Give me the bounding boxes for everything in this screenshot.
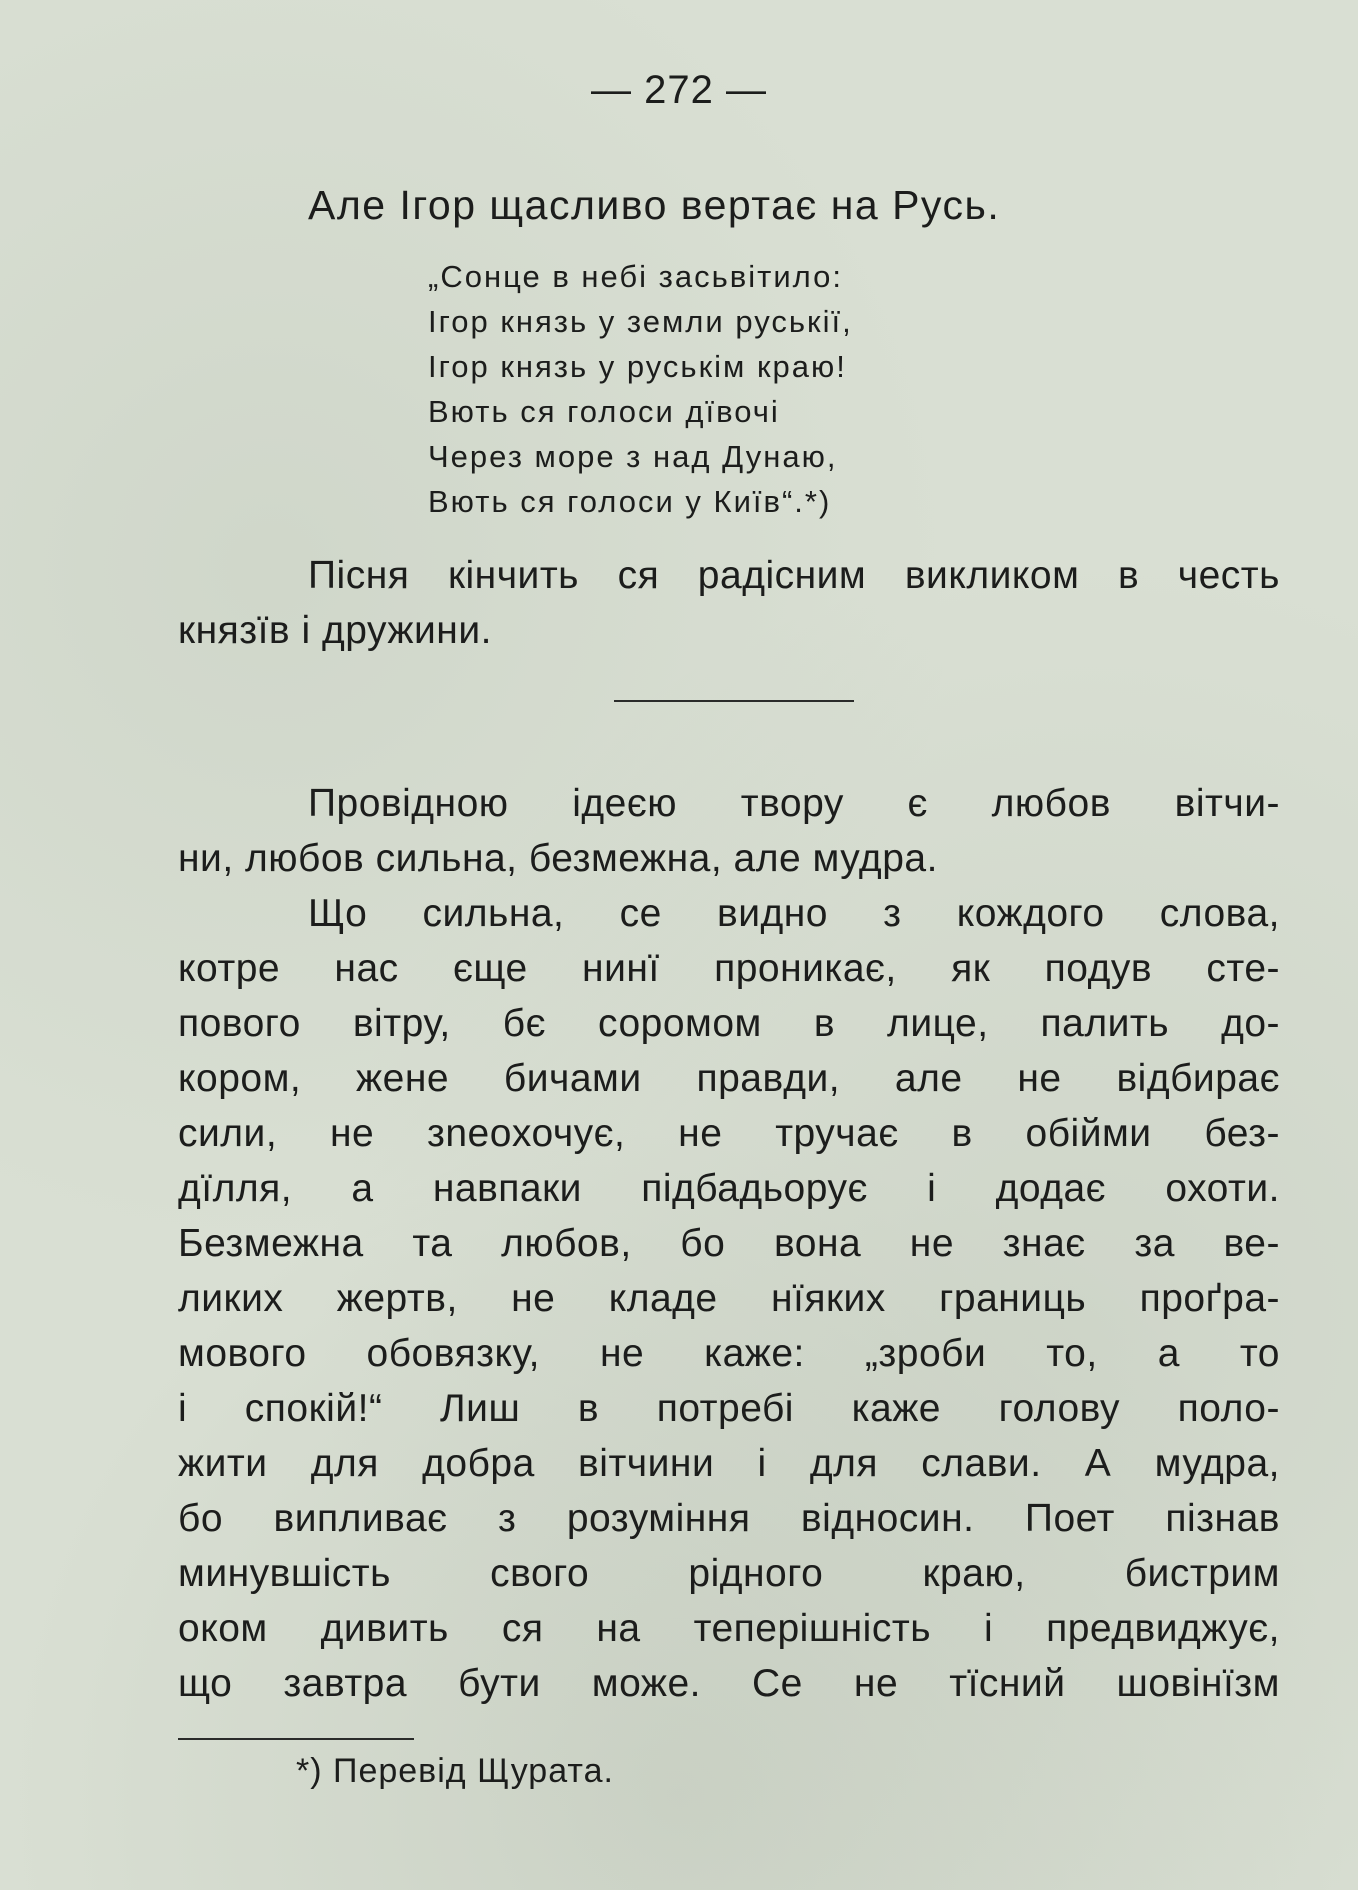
text-line: бо випливає з розуміння відносин. Поет пізнав: [178, 1497, 1280, 1540]
text-line: що завтра бути може. Се не тїсний шовінїзм: [178, 1662, 1280, 1705]
text-line: і спокій!“ Лиш в потребі каже голову поло-: [178, 1387, 1280, 1430]
paragraph-love-description: [178, 886, 1280, 1711]
footnote: *) Перевід Щурата.: [296, 1752, 614, 1790]
text-line: ни, любов сильна, безмежна, але мудра.: [178, 837, 938, 880]
verse-line: Вють ся голоси у Київ“.*): [428, 484, 832, 519]
page-number: — 272 —: [591, 68, 767, 112]
intro-sentence: Але Ігор щасливо вертає на Русь.: [308, 182, 1001, 228]
verse-line: Вють ся голоси дївочі: [428, 394, 780, 429]
text-line: князїв і дружини.: [178, 609, 492, 652]
text-line: жити для добра вітчини і для слави. А мудра,: [178, 1442, 1280, 1485]
text-line: оком дивить ся на теперішність і предвиджує,: [178, 1607, 1280, 1650]
text-line: Пісня кінчить ся радісним викликом в честь: [308, 554, 1280, 597]
verse-line: Через море з над Дунаю,: [428, 439, 838, 474]
verse-line: „Сонце в небі засьвітило:: [428, 259, 843, 294]
verse-block: [428, 254, 853, 524]
verse-line: Ігор князь у земли руськії,: [428, 304, 853, 339]
paragraph-main-idea: [178, 776, 1280, 886]
text-line: пового вітру, бє соромом в лице, палить до-: [178, 1002, 1280, 1045]
text-line: минувшість свого рідного краю, бистрим: [178, 1552, 1280, 1595]
verse-line: Ігор князь у руськім краю!: [428, 349, 847, 384]
text-line: Провідною ідеєю твору є любов вітчи-: [308, 782, 1280, 825]
text-line: Що сильна, се видно з кождого слова,: [308, 892, 1280, 935]
footnote-rule: [178, 1738, 414, 1740]
text-line: кором, жене бичами правди, але не відбирає: [178, 1057, 1280, 1100]
text-line: дїлля, а навпаки підбадьорує і додає охоти.: [178, 1167, 1280, 1210]
text-line: мового обовязку, не каже: „зроби то, а то: [178, 1332, 1280, 1375]
text-line: сили, не зneoхочує, не тручає в обійми без-: [178, 1112, 1280, 1155]
text-line: котре нас єще нинї проникає, як подув сте-: [178, 947, 1280, 990]
text-line: ликих жертв, не кладе нїяких границь проґра-: [178, 1277, 1280, 1320]
text-line: Безмежна та любов, бо вона не знає за ве-: [178, 1222, 1280, 1265]
paragraph-song-ending: [178, 548, 1280, 658]
section-divider: [614, 700, 854, 702]
